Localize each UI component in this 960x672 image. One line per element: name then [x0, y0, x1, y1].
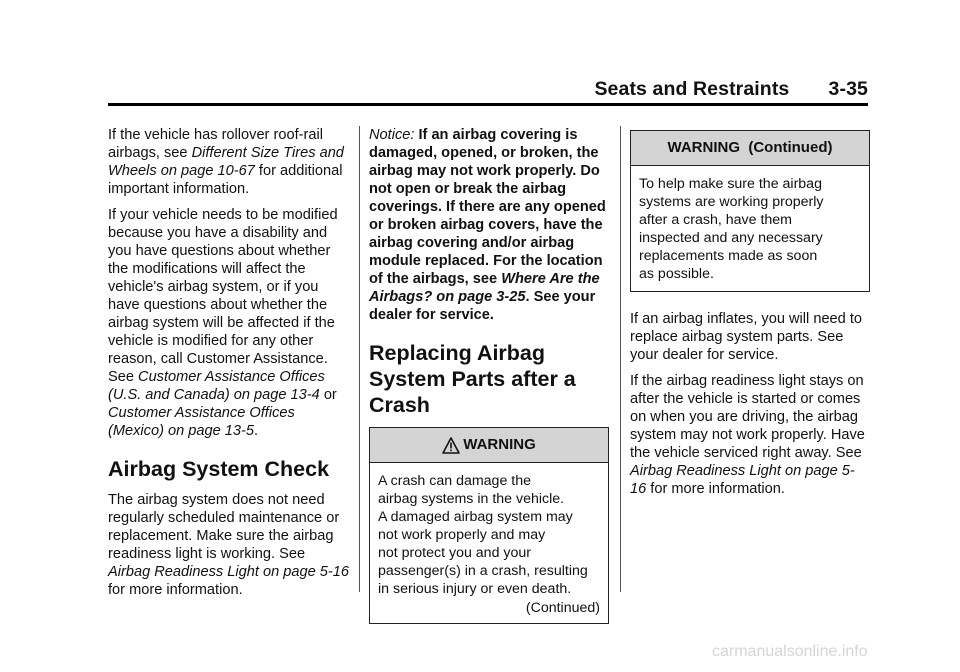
- warning-box: [369, 427, 609, 624]
- continued-label: (Continued): [525, 600, 600, 616]
- warning-body: [370, 463, 608, 623]
- watermark: carmanualsonline.info: [712, 643, 868, 660]
- paragraph: [108, 206, 350, 440]
- warning-line: replacements made as soon: [639, 248, 818, 264]
- warning-header: [631, 131, 869, 166]
- section-heading: Replacing Airbag System Parts after a Crash: [369, 341, 576, 417]
- page-header: [108, 76, 868, 104]
- column-divider: [620, 126, 621, 592]
- header-rule: [108, 103, 868, 106]
- text: for more information.: [646, 481, 785, 497]
- warning-body: [631, 166, 869, 291]
- warning-header: [370, 428, 608, 463]
- column-1: [108, 126, 350, 607]
- text: . See your dealer for service.: [369, 289, 596, 323]
- cross-reference-link[interactable]: Where Are the Airbags? on page 3-25: [369, 271, 600, 305]
- warning-line: systems are working properly: [639, 194, 824, 210]
- warning-line: after a crash, have them: [639, 212, 792, 228]
- warning-line: not protect you and your: [378, 545, 532, 561]
- warning-line: airbag systems in the vehicle.: [378, 491, 565, 507]
- text: The airbag system does not need regularly scheduled maintenance or replacement. Make sure the airbag readiness light is working. See: [108, 492, 340, 562]
- warning-line: A damaged airbag system may: [378, 509, 573, 525]
- warning-line: in serious injury or even death.: [378, 581, 572, 597]
- cross-reference-link[interactable]: Different Size Tires and Wheels on page 10-67: [108, 145, 344, 179]
- column-3: [630, 126, 870, 506]
- text: for additional important information.: [108, 163, 343, 197]
- warning-box-continued: [630, 130, 870, 292]
- section-heading: Airbag System Check: [108, 457, 330, 481]
- warning-line: passenger(s) in a crash, resulting: [378, 563, 588, 579]
- text: If your vehicle needs to be modified because you have a disability and you have questions about whether the modifications will affect the vehicle's airbag system, or if you have questions about whether the airbag system will be affected if the vehicle is modified for any other reason, call Customer Assistance. See: [108, 207, 338, 385]
- cross-reference-link[interactable]: Customer Assistance Offices (U.S. and Canada) on page 13-4: [108, 369, 325, 403]
- paragraph: [108, 491, 350, 599]
- warning-title: WARNING: [463, 436, 536, 453]
- warning-line: not work properly and may: [378, 527, 546, 543]
- column-2: [369, 126, 609, 624]
- paragraph: [630, 372, 870, 498]
- column-divider: [359, 126, 360, 592]
- notice-label: Notice:: [369, 127, 415, 143]
- paragraph: [108, 126, 350, 198]
- page-title: Seats and Restraints 3-35: [594, 78, 868, 100]
- warning-line: as possible.: [639, 266, 714, 282]
- cross-reference-link[interactable]: Customer Assistance Offices (Mexico) on page 13-5: [108, 405, 295, 439]
- text: for more information.: [108, 582, 243, 598]
- text: If the vehicle has rollover roof-rail airbags, see: [108, 127, 323, 161]
- text: .: [254, 423, 259, 439]
- text: or: [319, 387, 337, 403]
- warning-line: To help make sure the airbag: [639, 176, 822, 192]
- cross-reference-link[interactable]: Airbag Readiness Light on page 5-16: [630, 463, 855, 497]
- warning-triangle-icon: [442, 437, 460, 454]
- paragraph: If an airbag inflates, you will need to replace airbag system parts. See your dealer for service.: [630, 311, 863, 363]
- warning-title: WARNING (Continued): [667, 139, 833, 156]
- warning-line: A crash can damage the: [378, 473, 532, 489]
- text: If the airbag readiness light stays on after the vehicle is started or comes on when you are driving, the airbag system may not work properly. Have the vehicle serviced right away. See: [630, 373, 865, 461]
- text: If an airbag covering is damaged, opened, or broken, the airbag may not work properly. Do not open or break the airbag coverings. If there are any opened or broken airbag covers, have the airbag covering and/or airbag module replaced. For the location of the airbags, see: [369, 127, 606, 287]
- notice-paragraph: [369, 126, 609, 324]
- cross-reference-link[interactable]: Airbag Readiness Light on page 5-16: [108, 564, 349, 580]
- warning-line: inspected and any necessary: [639, 230, 823, 246]
